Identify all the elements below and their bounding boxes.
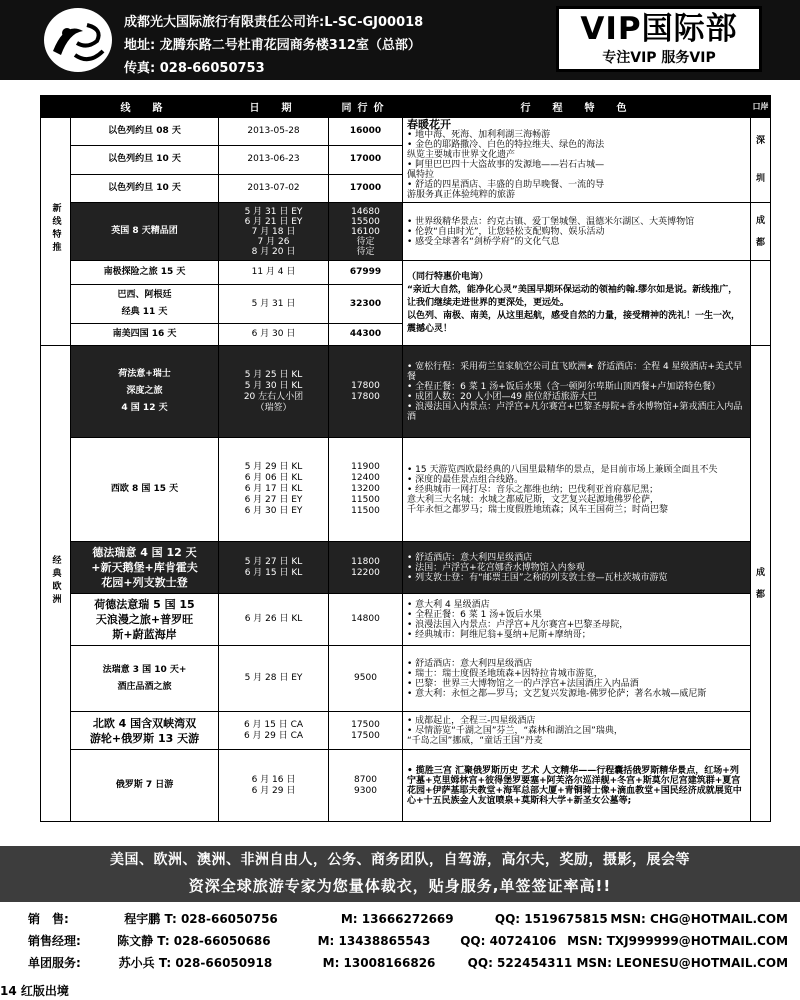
port-empty xyxy=(751,261,771,346)
vip-title: VIP国际部 xyxy=(580,11,738,47)
features-western-europe: • 15 天游览西欧最经典的八国里最精华的景点，是目前市场上兼顾全面且不失 • 深度的最佳景点组合线路。 • 经典城市一网打尽：音乐之都维也纳；巴伐利亚首府慕尼黑； 意大利三大名城：水城之都威尼斯，文艺复兴起源地佛罗伦萨， 千年永恒之都罗马；瑞士度假胜地琉森；风车王国荷兰；时尚巴黎 xyxy=(403,438,751,542)
contact-mobile: M: 13008166826 xyxy=(322,956,436,970)
promo-line-1: 美国、欧洲、澳洲、非洲自由人，公务、商务团队，自驾游，高尔夫，奖励，摄影，展会等 xyxy=(110,852,690,868)
section-new-lines: 新线特推 xyxy=(41,118,71,346)
table-row xyxy=(41,118,771,146)
features-nordic: • 成都起止，全程三-四星级酒店 • 尽情游览“千湖之国”芬兰，“森林和湖泊之国”瑞典， “千岛之国”挪威，“童话王国”丹麦 xyxy=(403,712,751,750)
price-cell: 11900 12400 13200 11500 11500 xyxy=(329,438,403,542)
date-cell: 5 月 27 日 KL 6 月 15 日 KL xyxy=(219,542,329,594)
price-cell: 8700 9300 xyxy=(329,750,403,822)
contact-phone: 程宇鹏 T: 028-66050756 xyxy=(124,912,278,926)
contact-row-group xyxy=(28,952,788,974)
table-header-row xyxy=(41,96,771,118)
route-cell: 俄罗斯 7 日游 xyxy=(71,750,219,822)
contact-list xyxy=(28,908,788,974)
date-cell: 2013-07-02 xyxy=(219,174,329,202)
price-cell: 14680 15500 16100 待定 待定 xyxy=(329,203,403,261)
footer-note: 14 红版出境 xyxy=(0,984,69,998)
contact-role: 单团服务: xyxy=(28,956,81,970)
route-cell: 南美四国 16 天 xyxy=(71,324,219,346)
table-row xyxy=(41,203,771,261)
date-cell: 5 月 31 日 EY 6 月 21 日 EY 7 月 18 日 7 月 26 8 月 20 日 xyxy=(219,203,329,261)
date-cell: 5 月 28 日 EY xyxy=(219,646,329,712)
features-uk: • 世界级精华景点：约克古镇、爱丁堡城堡、温德米尔湖区、大英博物馆 • 伦敦“自由时光”，让您轻松支配购物、娱乐活动 • 感受全球著名“剑桥学府”的文化气息 xyxy=(403,203,751,261)
company-address: 地址: 龙腾东路二号杜甫花园商务楼312室（总部） xyxy=(124,38,421,53)
header-blank xyxy=(41,96,71,118)
header-price: 同行价 xyxy=(329,96,403,118)
date-cell: 2013-05-28 xyxy=(219,118,329,146)
port-shenzhen: 深 圳 xyxy=(751,118,771,203)
route-cell: 北欧 4 国含双峡湾双 游轮+俄罗斯 13 天游 xyxy=(71,712,219,750)
section-classic-europe: 经典欧洲 xyxy=(41,346,71,822)
contact-row-sales xyxy=(28,908,788,930)
route-cell: 荷法意+瑞士 深度之旅 4 国 12 天 xyxy=(71,346,219,438)
date-cell: 5 月 31 日 xyxy=(219,285,329,324)
route-cell: 以色列约旦 10 天 xyxy=(71,174,219,202)
price-cell: 44300 xyxy=(329,324,403,346)
vip-badge xyxy=(556,6,762,72)
header-date: 日 期 xyxy=(219,96,329,118)
price-cell: 67999 xyxy=(329,261,403,285)
vip-slogan: 专注VIP 服务VIP xyxy=(602,50,716,66)
features-hfy: • 宽松行程：采用荷兰皇家航空公司直飞欧洲★ 舒适酒店：全程 4 星级酒店+美式早餐 • 全程正餐：6 菜 1 汤+饭后水果（含一顿阿尔卑斯山顶西餐+卢加诺特色餐） • 成团人数：20 人小团—49 座位舒适旅游大巴 • 浪漫法国入内景点：卢浮宫+凡尔赛宫+巴黎圣母院+香水博物馆+第戎酒庄入内品酒 xyxy=(403,346,751,438)
price-cell: 17000 xyxy=(329,174,403,202)
date-cell: 6 月 30 日 xyxy=(219,324,329,346)
company-fax: 传真: 028-66050753 xyxy=(124,61,265,76)
header-banner xyxy=(0,0,800,80)
route-cell: 以色列约旦 08 天 xyxy=(71,118,219,146)
price-cell: 17000 xyxy=(329,146,403,174)
date-cell: 6 月 16 日 6 月 29 日 xyxy=(219,750,329,822)
tour-table xyxy=(40,95,771,822)
table-row xyxy=(41,542,771,594)
contact-mobile: M: 13438865543 xyxy=(317,934,431,948)
contact-qq: QQ: 1519675815 xyxy=(494,912,608,926)
port-chengdu-1: 成 都 xyxy=(751,203,771,261)
date-cell: 11 月 4 日 xyxy=(219,261,329,285)
price-cell: 14800 xyxy=(329,594,403,646)
contact-msn: MSN: TXJ999999@HOTMAIL.COM xyxy=(567,934,789,948)
contact-role: 销 售: xyxy=(28,912,69,926)
route-cell: 巴西、阿根廷 经典 11 天 xyxy=(71,285,219,324)
contact-msn: MSN: CHG@HOTMAIL.COM xyxy=(610,912,788,926)
features-fry: • 舒适酒店：意大利四星级酒店 • 瑞士：瑞士度假圣地琉森+因特拉肯城市游览， • 巴黎：世界三大博物馆之一的卢浮宫+法国酒庄入内品酒 • 意大利：永恒之都—罗马；文艺复兴发源地-佛罗伦萨；著名水城—威尼斯 xyxy=(403,646,751,712)
features-hdfyr: • 意大利 4 星级酒店 • 全程正餐：6 菜 1 汤+饭后水果 • 浪漫法国入内景点：卢浮宫+凡尔赛宫+巴黎圣母院， • 经典城市：阿维尼翁+戛纳+尼斯+摩纳哥； xyxy=(403,594,751,646)
route-cell: 德法瑞意 4 国 12 天 +新天鹅堡+库肯霍夫 花园+列支敦士登 xyxy=(71,542,219,594)
price-cell: 17500 17500 xyxy=(329,712,403,750)
promo-line-2: 资深全球旅游专家为您量体裁衣，贴身服务,单签签证率高!! xyxy=(188,877,612,895)
price-cell: 32300 xyxy=(329,285,403,324)
contact-qq: QQ: 40724106 xyxy=(460,934,557,948)
company-logo xyxy=(44,8,112,72)
route-cell: 南极探险之旅 15 天 xyxy=(71,261,219,285)
table-row xyxy=(41,646,771,712)
features-israel xyxy=(403,118,751,203)
port-chengdu-2: 成 都 xyxy=(751,346,771,822)
contact-mobile: M: 13666272669 xyxy=(340,912,454,926)
header-port: 口岸 xyxy=(751,96,771,118)
route-cell: 西欧 8 国 15 天 xyxy=(71,438,219,542)
table-row xyxy=(41,438,771,542)
route-cell: 法瑞意 3 国 10 天+ 酒庄品酒之旅 xyxy=(71,646,219,712)
header-features: 行 程 特 色 xyxy=(403,96,751,118)
date-cell: 5 月 29 日 KL 6 月 06 日 KL 6 月 17 日 KL 6 月 27 日 EY 6 月 30 日 EY xyxy=(219,438,329,542)
table-row xyxy=(41,261,771,285)
route-cell: 以色列约旦 10 天 xyxy=(71,146,219,174)
features-russia: • 揽胜三宫 汇聚俄罗斯历史 艺术 人文精华——行程囊括俄罗斯精华景点，红场+列宁墓+克里姆林宫+彼得堡罗要塞+阿芙洛尔巡洋舰+冬宫+斯莫尔尼宫建筑群+夏宫花园+伊萨基耶夫教堂+海军总部大厦+青铜骑士像+滴血教堂+国民经济成就展览中心+十五民族金人友谊喷泉+莫斯科大学+新圣女公墓等; xyxy=(403,750,751,822)
price-cell: 9500 xyxy=(329,646,403,712)
features-dfry: • 舒适酒店：意大利四星级酒店 • 法国：卢浮宫+花宫娜香水博物馆入内参观 • 列支敦士登：有“邮票王国”之称的列支敦士登—瓦杜茨城市游览 xyxy=(403,542,751,594)
contact-qq: QQ: 522454311 xyxy=(467,956,573,970)
promo-banner xyxy=(0,846,800,902)
route-cell: 荷德法意瑞 5 国 15 天浪漫之旅+普罗旺 斯+蔚蓝海岸 xyxy=(71,594,219,646)
contact-phone: 苏小兵 T: 028-66050918 xyxy=(118,956,273,970)
features-south-america: （同行特惠价电询） “亲近大自然，能净化心灵”美国早期环保运动的领袖约翰.缪尔如是说。新线推广，让我们继续走进世界的更深处，更远处。 以色列、南极、南美，从这里起航，感受自然的力量，接受精神的洗礼！一生一次，震撼心灵！ xyxy=(403,261,751,346)
table-row xyxy=(41,346,771,438)
company-name: 成都光大国际旅行有限责任公司许:L-SC-GJ00018 xyxy=(124,15,424,30)
contact-row-manager xyxy=(28,930,788,952)
table-row xyxy=(41,750,771,822)
features-israel-text: • 地中海、死海、加利利湖三海畅游 • 金色的耶路撒冷、白色的特拉维夫、绿色的海法 纵览主要城市世界文化遗产 • 阿里巴巴四十大盗故事的发源地——岩石古城— 佩特拉 • 舒适的四星酒店、丰盛的自助早晚餐、一流的导 游服务真正体验纯粹的旅游 xyxy=(407,130,605,200)
contact-phone: 陈文静 T: 028-66050686 xyxy=(117,934,271,948)
date-cell: 5 月 25 日 KL 5 月 30 日 KL 20 左右人小团 （瑞签） xyxy=(219,346,329,438)
contact-msn: MSN: LEONESU@HOTMAIL.COM xyxy=(576,956,789,970)
date-cell: 6 月 26 日 KL xyxy=(219,594,329,646)
route-cell: 英国 8 天精品团 xyxy=(71,203,219,261)
table-row xyxy=(41,594,771,646)
price-cell: 17800 17800 xyxy=(329,346,403,438)
price-cell: 16000 xyxy=(329,118,403,146)
table-row xyxy=(41,712,771,750)
contact-role: 销售经理: xyxy=(28,934,81,948)
header-route: 线 路 xyxy=(71,96,219,118)
date-cell: 6 月 15 日 CA 6 月 29 日 CA xyxy=(219,712,329,750)
features-israel-title: 春暖花开 xyxy=(407,118,451,131)
price-cell: 11800 12200 xyxy=(329,542,403,594)
date-cell: 2013-06-23 xyxy=(219,146,329,174)
